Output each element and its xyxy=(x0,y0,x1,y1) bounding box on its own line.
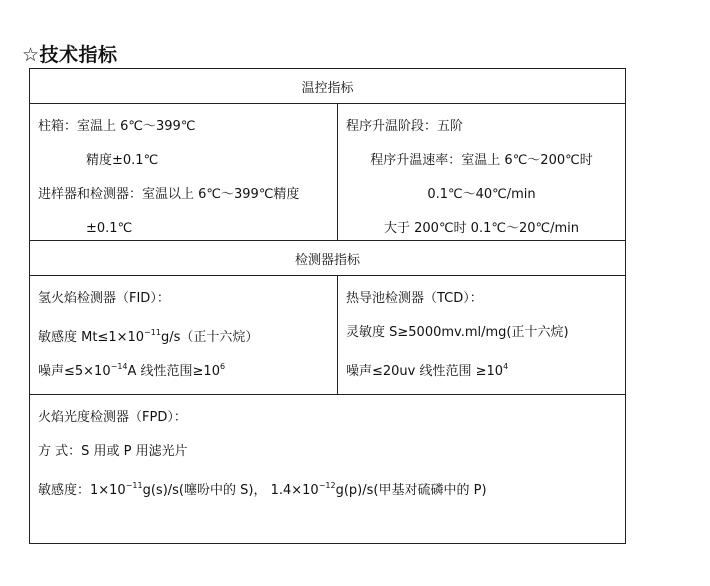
column-oven-range: 柱箱：室温上 6℃～399℃ xyxy=(38,119,196,134)
fpd-title: 火焰光度检测器（FPD）： xyxy=(38,410,187,425)
program-rate-low-value: 0.1℃～40℃/min xyxy=(427,187,536,202)
tcd-sensitivity: 灵敏度 S≥5000mv.ml/mg(正十六烷) xyxy=(346,325,569,340)
program-stages: 程序升温阶段：五阶 xyxy=(346,119,464,134)
injector-detector-precision: ±0.1℃ xyxy=(86,221,133,236)
temp-section-title: 温控指标 xyxy=(30,69,626,104)
detector-section-title: 检测器指标 xyxy=(30,241,626,276)
column-oven-precision: 精度±0.1℃ xyxy=(86,153,159,168)
fpd-cell xyxy=(30,395,626,544)
injector-detector-range: 进样器和检测器：室温以上 6℃～399℃精度 xyxy=(38,187,300,202)
tcd-title: 热导池检测器（TCD）： xyxy=(346,291,483,306)
temp-right-cell xyxy=(338,104,626,241)
page-heading: ☆技术指标 xyxy=(22,44,118,66)
fid-sensitivity: 敏感度 $Mt\le 1\times 10^{-11}g/s$（正十六烷） xyxy=(38,328,259,345)
temp-left-cell xyxy=(30,104,338,241)
program-rate-low: 程序升温速率：室温上 6℃～200℃时 xyxy=(370,153,593,168)
spec-table xyxy=(29,68,626,544)
fid-cell xyxy=(30,276,338,395)
fpd-sensitivity: 敏感度：$1\times 10^{-11}g(s)/s$(噻吩中的 S)， $1.4\times 10^{-12}g(p)/s$(甲基对硫磷中的 P) xyxy=(38,481,487,498)
fid-title: 氢火焰检测器（FID）： xyxy=(38,291,170,306)
program-rate-high: 大于 200℃时 0.1℃～20℃/min xyxy=(384,221,579,236)
tcd-cell xyxy=(338,276,626,395)
fpd-mode: 方 式：S 用或 P 用滤光片 xyxy=(38,444,188,459)
tcd-noise-linearity: 噪声≤20uv 线性范围 $\ge 10^4$ xyxy=(346,362,509,379)
fid-noise-linearity: 噪声$\le 5\times 10^{-14}A$ 线性范围$\ge 10^6$ xyxy=(38,362,226,379)
